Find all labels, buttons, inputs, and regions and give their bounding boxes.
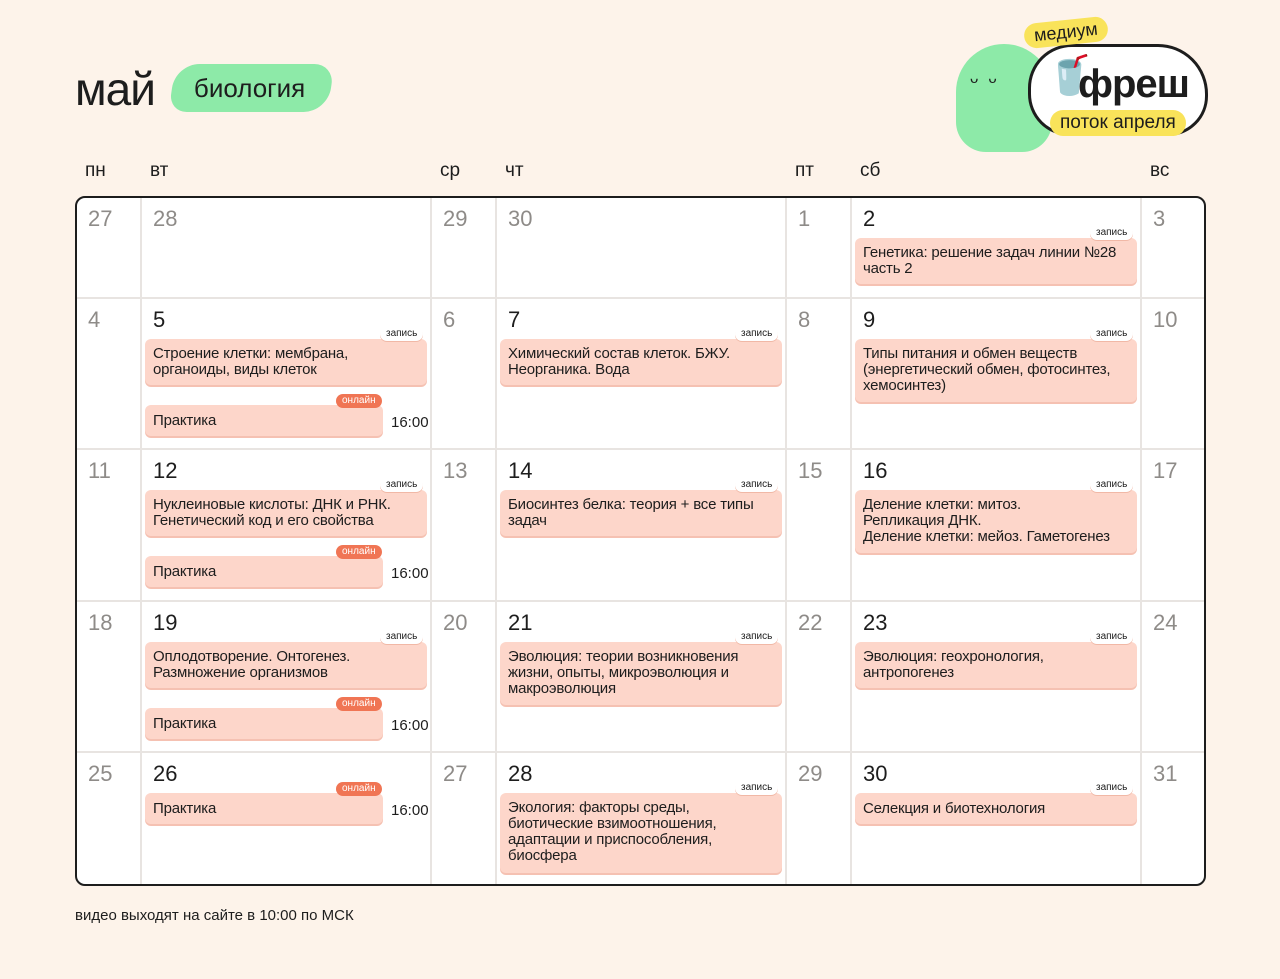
day-number: 19 <box>153 610 178 635</box>
lesson-title: Эволюция: теории возникновения жизни, опыты, микроэволюция и макроэволюция <box>508 648 739 697</box>
record-badge: запись <box>735 327 778 341</box>
record-badge: запись <box>380 327 423 341</box>
record-badge: запись <box>735 630 778 644</box>
day-number: 12 <box>153 458 178 483</box>
logo-tag-medium: медиум <box>1023 16 1109 50</box>
weekday-fri: пт <box>795 160 814 181</box>
practice-card[interactable] <box>145 708 383 739</box>
day-number: 28 <box>508 761 533 786</box>
day-number: 16 <box>863 458 888 483</box>
online-badge: онлайн <box>336 394 382 408</box>
day-number: 5 <box>153 307 166 332</box>
day-number: 1 <box>798 206 811 231</box>
day-number: 26 <box>153 761 178 786</box>
day-number: 14 <box>508 458 533 483</box>
day-number: 17 <box>1153 458 1178 483</box>
day-number: 2 <box>863 206 876 231</box>
lesson-title: Селекция и биотехнология <box>863 800 1046 817</box>
practice-label: Практика <box>153 412 217 429</box>
lesson-title: Биосинтез белка: теория + все типы задач <box>508 496 754 529</box>
lesson-title: Строение клетки: мембрана, органоиды, виды клеток <box>153 345 349 378</box>
logo-tag-stream: поток апреля <box>1050 110 1186 136</box>
online-badge: онлайн <box>336 545 382 559</box>
record-badge: запись <box>1090 630 1133 644</box>
calendar-grid <box>75 196 1206 886</box>
grid-divider <box>850 198 852 884</box>
lesson-card[interactable] <box>855 339 1137 402</box>
lesson-card[interactable] <box>500 642 782 705</box>
day-number: 22 <box>798 610 823 635</box>
lesson-card[interactable] <box>500 793 782 873</box>
day-number: 18 <box>88 610 113 635</box>
record-badge: запись <box>380 630 423 644</box>
day-number: 27 <box>443 761 468 786</box>
practice-time: 16:00 <box>391 565 429 582</box>
subject-badge <box>169 64 335 112</box>
day-number: 13 <box>443 458 468 483</box>
lesson-card[interactable] <box>145 339 427 385</box>
weekday-wed: ср <box>440 160 461 181</box>
record-badge: запись <box>1090 478 1133 492</box>
day-number: 6 <box>443 307 456 332</box>
lesson-title: Деление клетки: мейоз. Гаметогенез <box>863 528 1110 545</box>
practice-time: 16:00 <box>391 414 429 431</box>
day-number: 25 <box>88 761 113 786</box>
online-badge: онлайн <box>336 782 382 796</box>
day-number: 8 <box>798 307 811 332</box>
lesson-title: Оплодотворение. Онтогенез. Размножение организмов <box>153 648 351 681</box>
day-number: 15 <box>798 458 823 483</box>
record-badge: запись <box>735 478 778 492</box>
lesson-title: Нуклеиновые кислоты: ДНК и РНК. Генетический код и его свойства <box>153 496 391 529</box>
day-number: 9 <box>863 307 876 332</box>
practice-time: 16:00 <box>391 717 429 734</box>
grid-divider <box>77 751 1204 753</box>
lesson-title: Типы питания и обмен веществ (энергетический обмен, фотосинтез, хемосинтез) <box>863 345 1111 394</box>
weekday-thu: чт <box>505 160 524 181</box>
online-badge: онлайн <box>336 697 382 711</box>
grid-divider <box>430 198 432 884</box>
day-number: 21 <box>508 610 533 635</box>
footer-note: видео выходят на сайте в 10:00 по МСК <box>75 907 354 924</box>
record-badge: запись <box>1090 226 1133 240</box>
day-number: 31 <box>1153 761 1178 786</box>
weekday-sun: вс <box>1150 160 1170 181</box>
lesson-title: Генетика: решение задач линии №28 часть 2 <box>863 244 1117 277</box>
practice-card[interactable] <box>145 556 383 587</box>
grid-divider <box>140 198 142 884</box>
grid-divider <box>1140 198 1142 884</box>
day-number: 29 <box>443 206 468 231</box>
day-number: 30 <box>508 206 533 231</box>
weekday-mon: пн <box>85 160 106 181</box>
day-number: 23 <box>863 610 888 635</box>
day-number: 4 <box>88 307 101 332</box>
lesson-card[interactable] <box>145 490 427 536</box>
lesson-card[interactable] <box>855 793 1137 824</box>
grid-divider <box>785 198 787 884</box>
day-number: 11 <box>88 458 111 483</box>
record-badge: запись <box>380 478 423 492</box>
lesson-card[interactable] <box>500 490 782 536</box>
practice-time: 16:00 <box>391 802 429 819</box>
practice-label: Практика <box>153 800 217 817</box>
subject-label: биология <box>194 72 306 103</box>
weekday-sat: сб <box>860 160 881 181</box>
day-number: 10 <box>1153 307 1178 332</box>
grid-divider <box>77 448 1204 450</box>
cup-icon: 🥤 <box>1046 55 1094 97</box>
lesson-card[interactable] <box>855 642 1137 688</box>
mascot-face-icon: ᵕ ᵕ <box>970 68 999 93</box>
lesson-card[interactable] <box>145 642 427 688</box>
practice-card[interactable] <box>145 793 383 824</box>
lesson-card[interactable] <box>855 238 1137 284</box>
lesson-card[interactable] <box>500 339 782 385</box>
grid-divider <box>495 198 497 884</box>
day-number: 27 <box>88 206 113 231</box>
practice-card[interactable] <box>145 405 383 436</box>
lesson-title: Деление клетки: митоз. <box>863 496 1021 513</box>
day-number: 20 <box>443 610 468 635</box>
practice-label: Практика <box>153 715 217 732</box>
day-number: 3 <box>1153 206 1166 231</box>
record-badge: запись <box>1090 781 1133 795</box>
practice-label: Практика <box>153 563 217 580</box>
day-number: 24 <box>1153 610 1178 635</box>
grid-divider <box>77 600 1204 602</box>
month-title: май <box>75 63 155 115</box>
day-number: 29 <box>798 761 823 786</box>
day-number: 7 <box>508 307 521 332</box>
lesson-title: Экология: факторы среды, биотические взимоотношения, адаптации и приспособления, биосфера <box>508 799 717 864</box>
record-badge: запись <box>1090 327 1133 341</box>
grid-divider <box>77 297 1204 299</box>
brand-logo <box>950 18 1210 148</box>
record-badge: запись <box>735 781 778 795</box>
lesson-title: Репликация ДНК. <box>863 512 982 529</box>
lesson-title: Химический состав клеток. БЖУ. Неорганика. Вода <box>508 345 730 378</box>
day-number: 28 <box>153 206 178 231</box>
weekday-tue: вт <box>150 160 169 181</box>
logo-wordmark: фреш <box>1078 62 1190 106</box>
day-number: 30 <box>863 761 888 786</box>
lesson-title: Эволюция: геохронология, антропогенез <box>863 648 1044 681</box>
lesson-card[interactable] <box>855 490 1137 553</box>
